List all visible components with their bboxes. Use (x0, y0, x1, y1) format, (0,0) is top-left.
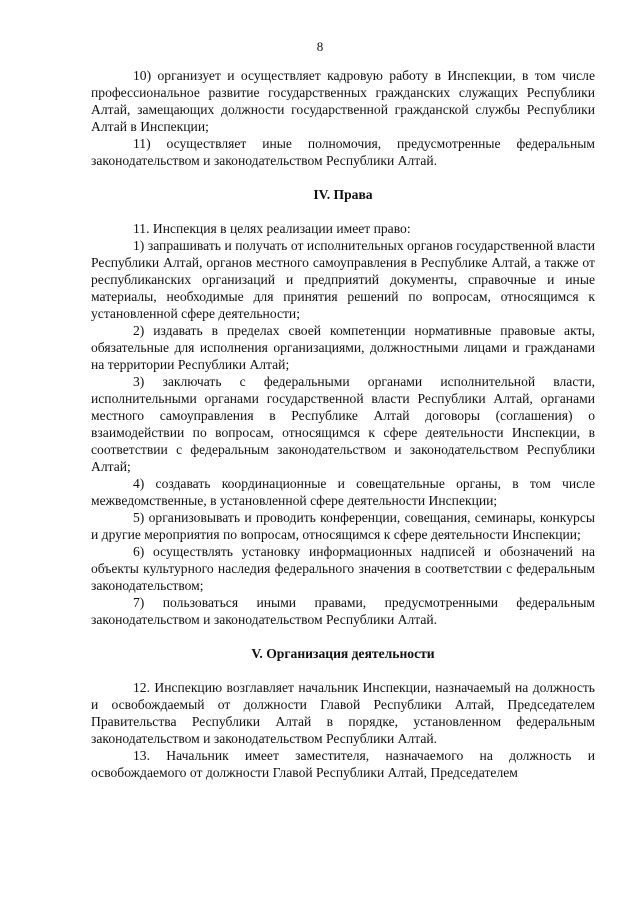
paragraph-right-5: 5) организовывать и проводить конференции, совещания, семинары, конкурсы и другие мероприятия по вопросам, относящимся к сфере деятельности Инспекции; (91, 510, 595, 542)
paragraph-item-11: 11) осуществляет иные полномочия, предусмотренные федеральным законодательством и законодательством Республики Алтай. (91, 136, 595, 168)
section-heading-organization: V. Организация деятельности (251, 646, 435, 661)
paragraph-right-2: 2) издавать в пределах своей компетенции нормативные правовые акты, обязательные для исполнения организациями, должностными лицами и гражданами на территории Республики Алтай; (91, 323, 595, 372)
section-heading-rights: IV. Права (313, 187, 373, 202)
paragraph-right-4: 4) создавать координационные и совещательные органы, в том числе межведомственные, в установленной сфере деятельности Инспекции; (91, 476, 595, 508)
paragraph-item-12: 12. Инспекцию возглавляет начальник Инспекции, назначаемый на должность и освобождаемый от должности Главой Республики Алтай, Председателем Правительства Республики Алтай в порядке, установленном федеральным законодательством и законодательством Республики Алтай. (91, 680, 595, 746)
paragraph-right-3: 3) заключать с федеральными органами исполнительной власти, исполнительными органами государственной власти Республики Алтай, органами местного самоуправления в Республике Алтай договоры (соглашения) о взаимодействии по вопросам, относящимся к сфере деятельности Инспекции, в соответствии с федеральным законодательством и законодательством Республики Алтай; (91, 374, 595, 474)
page-number: 8 (316, 39, 324, 54)
paragraph-rights-intro: 11. Инспекция в целях реализации имеет право: (133, 221, 411, 236)
document-body (91, 67, 595, 781)
paragraph-right-1: 1) запрашивать и получать от исполнительных органов государственной власти Республики Алтай, органов местного самоуправления в Республике Алтай, а также от республиканских организаций и предприятий документы, справочные и иные материалы, необходимые для принятия решений по вопросам, относящимся к установленной сфере деятельности; (91, 238, 595, 321)
paragraph-item-13: 13. Начальник имеет заместителя, назначаемого на должность и освобождаемого от должности Главой Республики Алтай, Председателем (91, 748, 595, 780)
paragraph-item-10: 10) организует и осуществляет кадровую работу в Инспекции, в том числе профессиональное развитие государственных гражданских служащих Республики Алтай, замещающих должности государственной гражданской службы Республики Алтай в Инспекции; (91, 68, 595, 134)
paragraph-right-7: 7) пользоваться иными правами, предусмотренными федеральным законодательством и законодательством Республики Алтай. (91, 595, 595, 627)
paragraph-right-6: 6) осуществлять установку информационных надписей и обозначений на объекты культурного наследия федерального значения в соответствии с федеральным законодательством; (91, 544, 595, 593)
